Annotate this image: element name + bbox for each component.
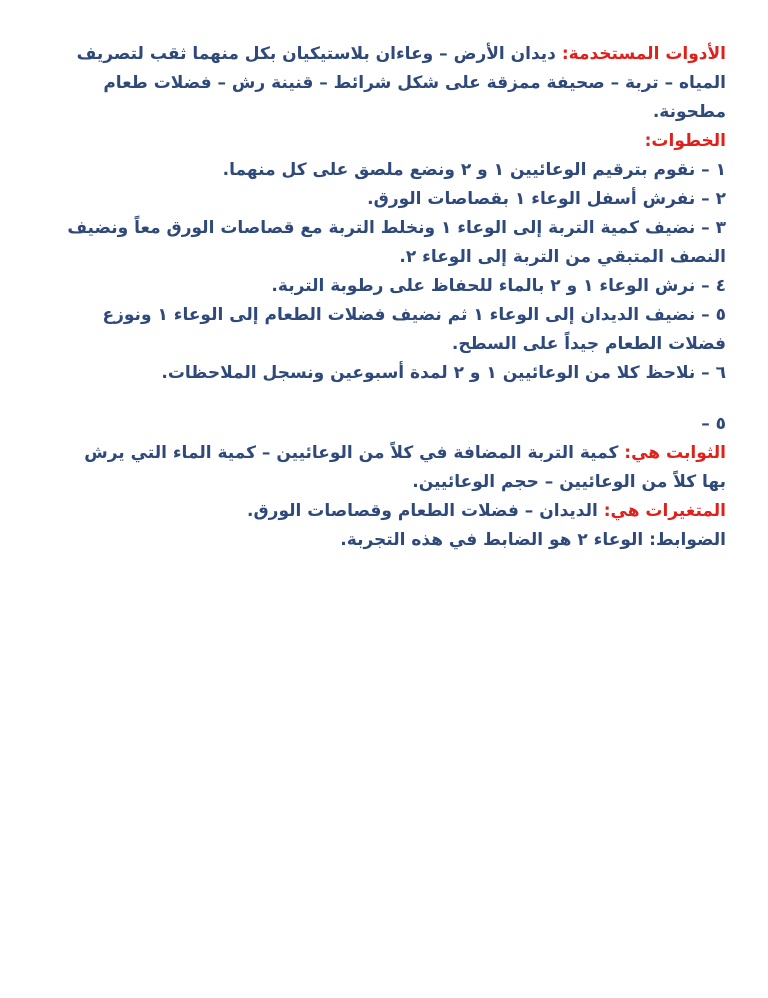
constants-paragraph [60,439,726,497]
tools-paragraph [60,40,726,127]
steps-heading: الخطوات: [644,131,726,151]
step-item: ٢ – نفرش أسفل الوعاء ١ بقصاصات الورق. [367,189,726,209]
document-body [60,40,726,555]
constants-text: كمية التربة المضافة في كلاً من الوعائيين – كمية الماء التي يرش بها كلاً من الوعائيين – حجم الوعائيين. [84,443,726,492]
step-item: ١ – نقوم بترقيم الوعائيين ١ و ٢ ونضع ملصق على كل منهما. [222,160,726,180]
section-marker: ٥ – [701,414,726,434]
step-item: ٤ – نرش الوعاء ١ و ٢ بالماء للحفاظ على رطوبة التربة. [271,276,726,296]
step-item: ٦ – نلاحظ كلا من الوعائيين ١ و ٢ لمدة أسبوعين ونسجل الملاحظات. [161,363,726,383]
constants-label: الثوابت هي: [624,443,726,463]
variables-paragraph [60,497,726,526]
tools-text: ديدان الأرض – وعاءان بلاستيكيان بكل منهما ثقب لتصريف المياه – تربة – صحيفة ممزقة على شكل شرائط – قنينة رش – فضلات طعام مطحونة. [76,44,726,122]
step-item: ٥ – نضيف الديدان إلى الوعاء ١ ثم نضيف فضلات الطعام إلى الوعاء ١ ونوزع فضلات الطعام جيداً على السطح. [102,305,726,354]
step-item: ٣ – نضيف كمية التربة إلى الوعاء ١ ونخلط التربة مع قصاصات الورق معاً ونضيف النصف المتبقي من التربة إلى الوعاء ٢. [67,218,726,267]
spacer [60,388,726,410]
tools-label: الأدوات المستخدمة: [561,44,726,64]
controls-paragraph: الضوابط: الوعاء ٢ هو الضابط في هذه التجربة. [340,530,726,550]
variables-label: المتغيرات هي: [603,501,726,521]
variables-text: الديدان – فضلات الطعام وقصاصات الورق. [247,501,604,521]
